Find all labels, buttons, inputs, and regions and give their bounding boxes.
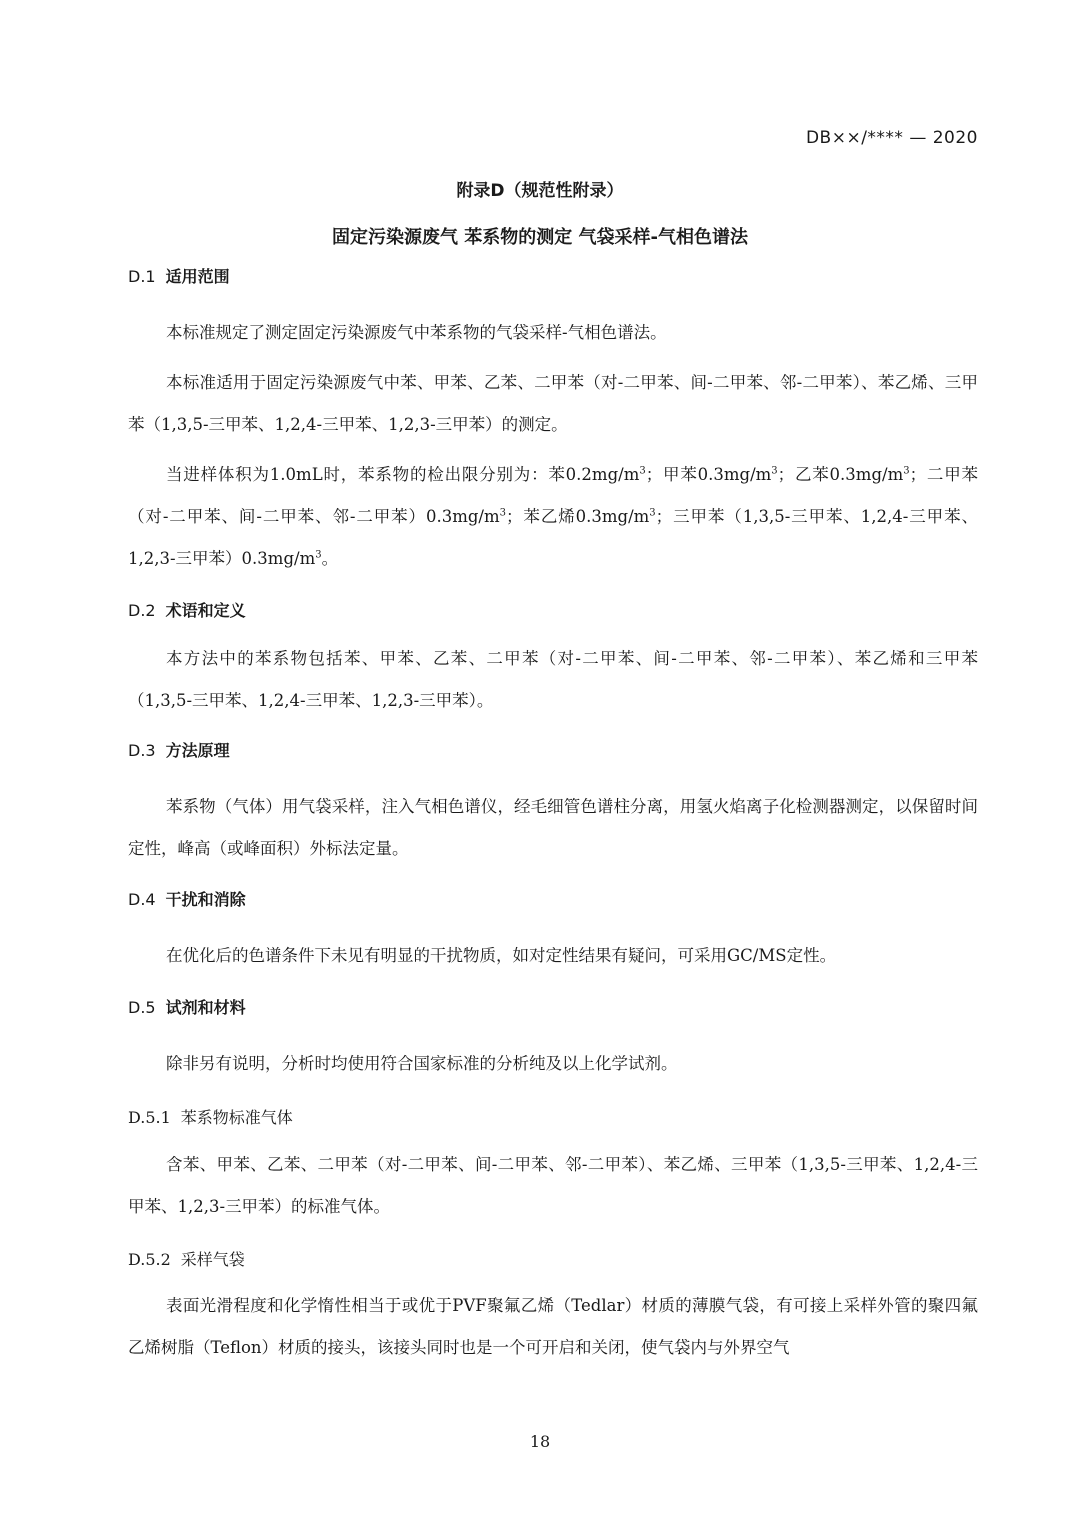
subsection-heading-d51: [128, 1105, 293, 1128]
paragraph: 含苯、甲苯、乙苯、二甲苯（对-二甲苯、间-二甲苯、邻-二甲苯）、苯乙烯、三甲苯（1,3,5-三甲苯、1,2,4-三甲苯、1,2,3-三甲苯）的标准气体。: [128, 1155, 978, 1216]
section-number: D.2: [128, 601, 156, 620]
paragraph: 本标准规定了测定固定污染源废气中苯系物的气袋采样-气相色谱法。: [166, 323, 667, 342]
section-heading-d4: [128, 887, 246, 910]
subsection-heading-d52: [128, 1247, 245, 1270]
page-number: 18: [529, 1432, 551, 1451]
section-title: 方法原理: [165, 741, 230, 760]
paragraph: 在优化后的色谱条件下未见有明显的干扰物质，如对定性结果有疑问，可采用GC/MS定性。: [166, 946, 837, 965]
paragraph: 除非另有说明，分析时均使用符合国家标准的分析纯及以上化学试剂。: [166, 1054, 678, 1073]
detection-limits-paragraph: 当进样体积为1.0mL时，苯系物的检出限分别为：苯$0.2mg/m^3$；甲苯$0.3mg/m^3$；乙苯$0.3mg/m^3$；二甲苯（对-二甲苯、间-二甲苯、邻-二甲苯）$0.3mg/m^3$；苯乙烯$0.3mg/m^3$；三甲苯（1,3,5-三甲苯、1,2,4-三甲苯、1,2,3-三甲苯）$0.3mg/m^3$。: [128, 465, 979, 568]
subsection-title: 苯系物标准气体: [180, 1108, 293, 1127]
subsection-number: D.5.1: [128, 1108, 171, 1127]
subsection-title: 采样气袋: [180, 1250, 245, 1269]
annex-title: 附录D（规范性附录）: [456, 181, 624, 201]
document-title: 固定污染源废气 苯系物的测定 气袋采样-气相色谱法: [331, 227, 748, 248]
paragraph: 本标准适用于固定污染源废气中苯、甲苯、乙苯、二甲苯（对-二甲苯、间-二甲苯、邻-二甲苯）、苯乙烯、三甲苯（1,3,5-三甲苯、1,2,4-三甲苯、1,2,3-三甲苯）的测定。: [128, 373, 978, 434]
section-title: 适用范围: [165, 267, 230, 286]
section-number: D.3: [128, 741, 156, 760]
section-heading-d5: [128, 995, 246, 1018]
section-title: 术语和定义: [165, 601, 246, 620]
section-number: D.4: [128, 890, 156, 909]
section-title: 试剂和材料: [165, 998, 246, 1017]
section-heading-d2: [128, 598, 246, 621]
subsection-number: D.5.2: [128, 1250, 171, 1269]
paragraph: 表面光滑程度和化学惰性相当于或优于PVF聚氟乙烯（Tedlar）材质的薄膜气袋，有可接上采样外管的聚四氟乙烯树脂（Teflon）材质的接头，该接头同时也是一个可开启和关闭，使气袋内与外界空气: [128, 1296, 978, 1357]
paragraph: 本方法中的苯系物包括苯、甲苯、乙苯、二甲苯（对-二甲苯、间-二甲苯、邻-二甲苯）、苯乙烯和三甲苯（1,3,5-三甲苯、1,2,4-三甲苯、1,2,3-三甲苯）。: [128, 649, 978, 710]
section-number: D.1: [128, 267, 156, 286]
section-heading-d1: [128, 264, 230, 287]
section-title: 干扰和消除: [165, 890, 246, 909]
section-heading-d3: [128, 738, 230, 761]
paragraph: 苯系物（气体）用气袋采样，注入气相色谱仪，经毛细管色谱柱分离，用氢火焰离子化检测器测定，以保留时间定性，峰高（或峰面积）外标法定量。: [128, 797, 978, 858]
document-id: DB××/**** — 2020: [805, 128, 978, 148]
section-number: D.5: [128, 998, 156, 1017]
